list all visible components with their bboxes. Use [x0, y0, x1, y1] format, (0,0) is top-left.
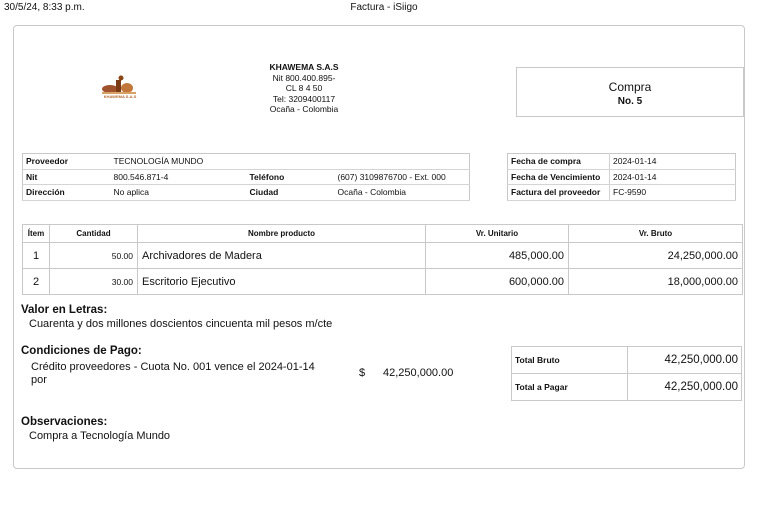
row-bruto: 24,250,000.00: [569, 243, 743, 269]
total-pagar-label: Total a Pagar: [512, 374, 628, 401]
condiciones-amount: 42,250,000.00: [383, 367, 454, 379]
condiciones-currency: $: [359, 367, 366, 379]
totals-table: [511, 346, 742, 401]
company-nit: Nit 800.400.895-: [272, 72, 336, 83]
row-cantidad: 50.00: [50, 243, 138, 269]
ciudad-value: Ocaña - Colombia: [335, 185, 470, 201]
observaciones-text: Compra a Tecnología Mundo: [29, 430, 171, 442]
document-number: No. 5: [617, 96, 643, 107]
table-row: [23, 243, 743, 269]
provider-table: [22, 153, 470, 201]
company-phone: Tel: 3209400117: [272, 93, 336, 104]
col-bruto: Vr. Bruto: [569, 225, 743, 243]
table-row: [23, 269, 743, 295]
company-name: KHAWEMA S.A.S: [269, 62, 339, 72]
proveedor-value: TECNOLOGÍA MUNDO: [111, 154, 470, 170]
print-date: 30/5/24, 8:33 p.m.: [4, 2, 85, 13]
valor-letras-title: Valor en Letras:: [21, 304, 108, 316]
factura-label: Factura del proveedor: [508, 185, 610, 201]
ciudad-label: Ciudad: [247, 185, 335, 201]
row-bruto: 18,000,000.00: [569, 269, 743, 295]
fecha-compra-value: 2024-01-14: [610, 154, 736, 170]
document-type-box: [516, 67, 744, 117]
row-item: 1: [23, 243, 50, 269]
document-type: Compra: [608, 80, 652, 94]
row-cantidad: 30.00: [50, 269, 138, 295]
factura-value: FC-9590: [610, 185, 736, 201]
fecha-venc-value: 2024-01-14: [610, 169, 736, 185]
print-title: Factura - iSiigo: [350, 2, 418, 13]
telefono-value: (607) 3109876700 - Ext. 000: [335, 169, 470, 185]
condiciones-title: Condiciones de Pago:: [21, 345, 142, 357]
observaciones-title: Observaciones:: [21, 416, 108, 428]
company-info: [230, 62, 378, 115]
row-producto: Escritorio Ejecutivo: [138, 269, 426, 295]
fecha-venc-label: Fecha de Vencimiento: [508, 169, 610, 185]
condiciones-line1: Crédito proveedores - Cuota No. 001 vence el 2024-01-14: [31, 361, 315, 373]
row-item: 2: [23, 269, 50, 295]
dates-table: [507, 153, 736, 201]
telefono-label: Teléfono: [247, 169, 335, 185]
col-unitario: Vr. Unitario: [426, 225, 569, 243]
total-bruto-label: Total Bruto: [512, 347, 628, 374]
valor-letras-text: Cuarenta y dos millones doscientos cincuenta mil pesos m/cte: [29, 318, 333, 330]
fecha-compra-label: Fecha de compra: [508, 154, 610, 170]
row-unitario: 485,000.00: [426, 243, 569, 269]
company-address: CL 8 4 50: [285, 83, 323, 93]
nit-value: 800.546.871-4: [111, 169, 247, 185]
col-cantidad: Cantidad: [50, 225, 138, 243]
proveedor-label: Proveedor: [23, 154, 111, 170]
items-header-row: [23, 225, 743, 243]
total-bruto-value: 42,250,000.00: [628, 347, 742, 374]
row-unitario: 600,000.00: [426, 269, 569, 295]
col-item: Ítem: [23, 225, 50, 243]
condiciones-line2: por: [31, 374, 47, 386]
total-pagar-value: 42,250,000.00: [628, 374, 742, 401]
direccion-value: No aplica: [111, 185, 247, 201]
nit-label: Nit: [23, 169, 111, 185]
items-table: [22, 224, 743, 295]
row-producto: Archivadores de Madera: [138, 243, 426, 269]
company-city: Ocaña - Colombia: [269, 104, 339, 114]
direccion-label: Dirección: [23, 185, 111, 201]
logo-caption: KHAWEMA S.A.S: [103, 94, 137, 99]
col-producto: Nombre producto: [138, 225, 426, 243]
